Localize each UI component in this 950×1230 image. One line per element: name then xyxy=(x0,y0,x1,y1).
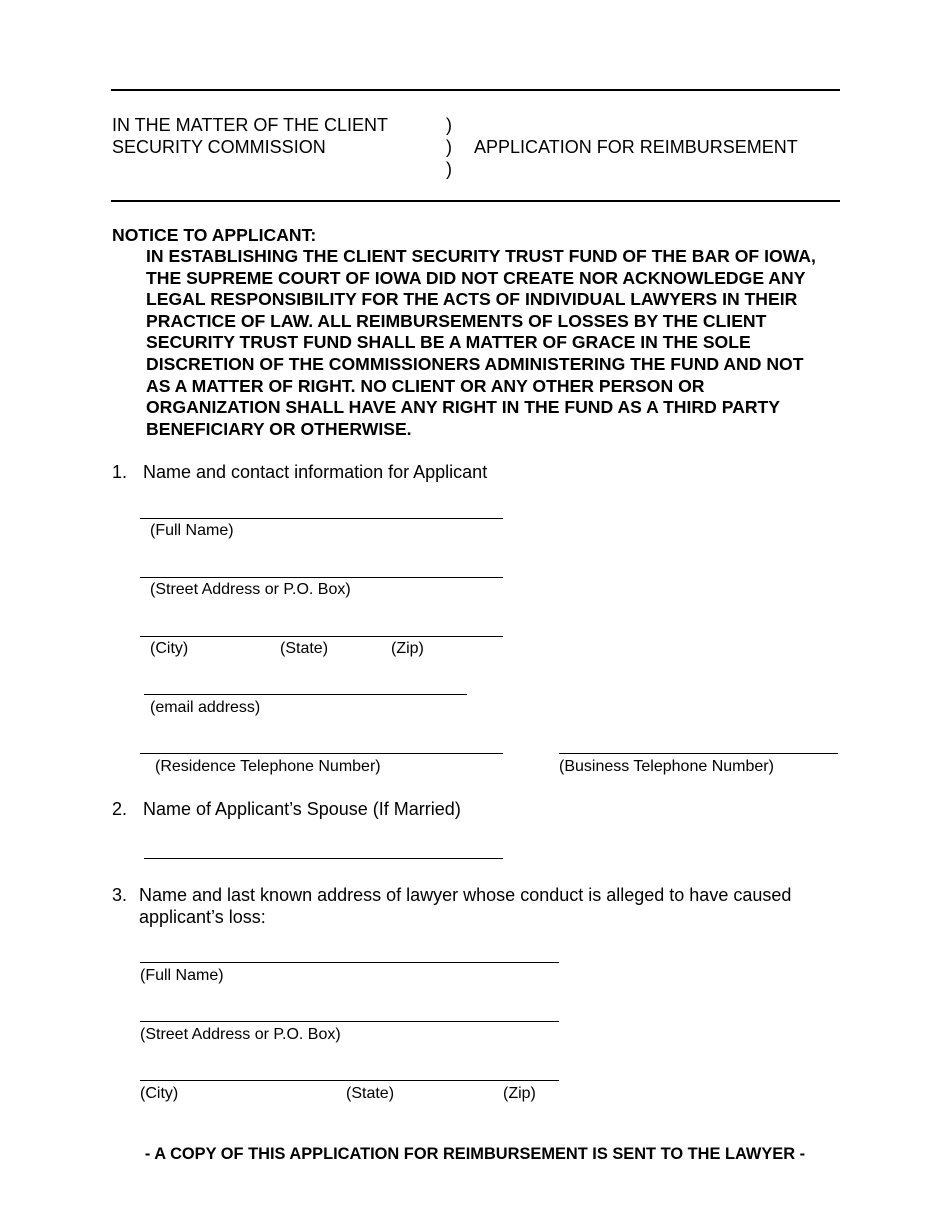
applicant-zip-label: (Zip) xyxy=(391,640,424,657)
lawyer-city-label: (City) xyxy=(140,1085,179,1102)
applicant-residence-phone-label: (Residence Telephone Number) xyxy=(155,758,381,775)
matter-line-1: IN THE MATTER OF THE CLIENT xyxy=(112,115,389,135)
caption-paren-2: ) xyxy=(446,137,452,157)
applicant-full-name-label: (Full Name) xyxy=(150,522,234,539)
applicant-street-label: (Street Address or P.O. Box) xyxy=(150,581,351,598)
notice-line: ORGANIZATION SHALL HAVE ANY RIGHT IN THE FUND AS A THIRD PARTY xyxy=(146,397,781,418)
section3-number: 3. xyxy=(112,885,128,905)
applicant-business-phone-label: (Business Telephone Number) xyxy=(559,758,774,775)
applicant-state-label: (State) xyxy=(280,640,329,657)
document-title: APPLICATION FOR REIMBURSEMENT xyxy=(474,137,798,157)
notice-line: SECURITY TRUST FUND SHALL BE A MATTER OF GRACE IN THE SOLE xyxy=(146,332,751,353)
applicant-business-phone-field[interactable] xyxy=(559,753,838,754)
applicant-city-state-zip-field[interactable] xyxy=(140,636,503,637)
notice-line: AS A MATTER OF RIGHT. NO CLIENT OR ANY OTHER PERSON OR xyxy=(146,375,705,396)
notice-heading: NOTICE TO APPLICANT: xyxy=(112,225,317,245)
section3-title-line-1: Name and last known address of lawyer whose conduct is alleged to have caused xyxy=(139,885,792,905)
notice-body xyxy=(146,246,816,440)
lawyer-street-field[interactable] xyxy=(140,1021,559,1022)
section1-title: Name and contact information for Applicant xyxy=(143,462,488,482)
section1-number: 1. xyxy=(112,462,128,482)
footer-note: - A COPY OF THIS APPLICATION FOR REIMBURSEMENT IS SENT TO THE LAWYER - xyxy=(144,1145,806,1163)
notice-line: DISCRETION OF THE COMMISSIONERS ADMINISTERING THE FUND AND NOT xyxy=(146,353,804,374)
applicant-street-field[interactable] xyxy=(140,577,503,578)
applicant-full-name-field[interactable] xyxy=(140,518,503,519)
section2-title: Name of Applicant’s Spouse (If Married) xyxy=(143,799,461,819)
section2-number: 2. xyxy=(112,799,128,819)
bottom-rule xyxy=(111,200,840,202)
matter-line-2: SECURITY COMMISSION xyxy=(112,137,326,157)
lawyer-city-state-zip-field[interactable] xyxy=(140,1080,559,1081)
notice-line: BENEFICIARY OR OTHERWISE. xyxy=(146,418,412,439)
lawyer-full-name-label: (Full Name) xyxy=(140,967,224,984)
applicant-email-field[interactable] xyxy=(144,694,467,695)
spouse-name-field[interactable] xyxy=(144,858,503,859)
lawyer-street-label: (Street Address or P.O. Box) xyxy=(140,1026,341,1043)
applicant-residence-phone-field[interactable] xyxy=(140,753,503,754)
notice-line: THE SUPREME COURT OF IOWA DID NOT CREATE NOR ACKNOWLEDGE ANY xyxy=(146,267,806,288)
notice-line: LEGAL RESPONSIBILITY FOR THE ACTS OF INDIVIDUAL LAWYERS IN THEIR xyxy=(146,289,798,310)
lawyer-full-name-field[interactable] xyxy=(140,962,559,963)
applicant-city-label: (City) xyxy=(150,640,189,657)
caption-paren-3: ) xyxy=(446,159,452,179)
lawyer-zip-label: (Zip) xyxy=(503,1085,536,1102)
applicant-email-label: (email address) xyxy=(150,699,261,716)
section3-title-line-2: applicant’s loss: xyxy=(139,907,266,927)
notice-line: PRACTICE OF LAW. ALL REIMBURSEMENTS OF LOSSES BY THE CLIENT xyxy=(146,310,767,331)
notice-line: IN ESTABLISHING THE CLIENT SECURITY TRUST FUND OF THE BAR OF IOWA, xyxy=(146,246,816,266)
lawyer-state-label: (State) xyxy=(346,1085,395,1102)
caption-paren-1: ) xyxy=(446,115,452,135)
top-rule xyxy=(111,89,840,91)
